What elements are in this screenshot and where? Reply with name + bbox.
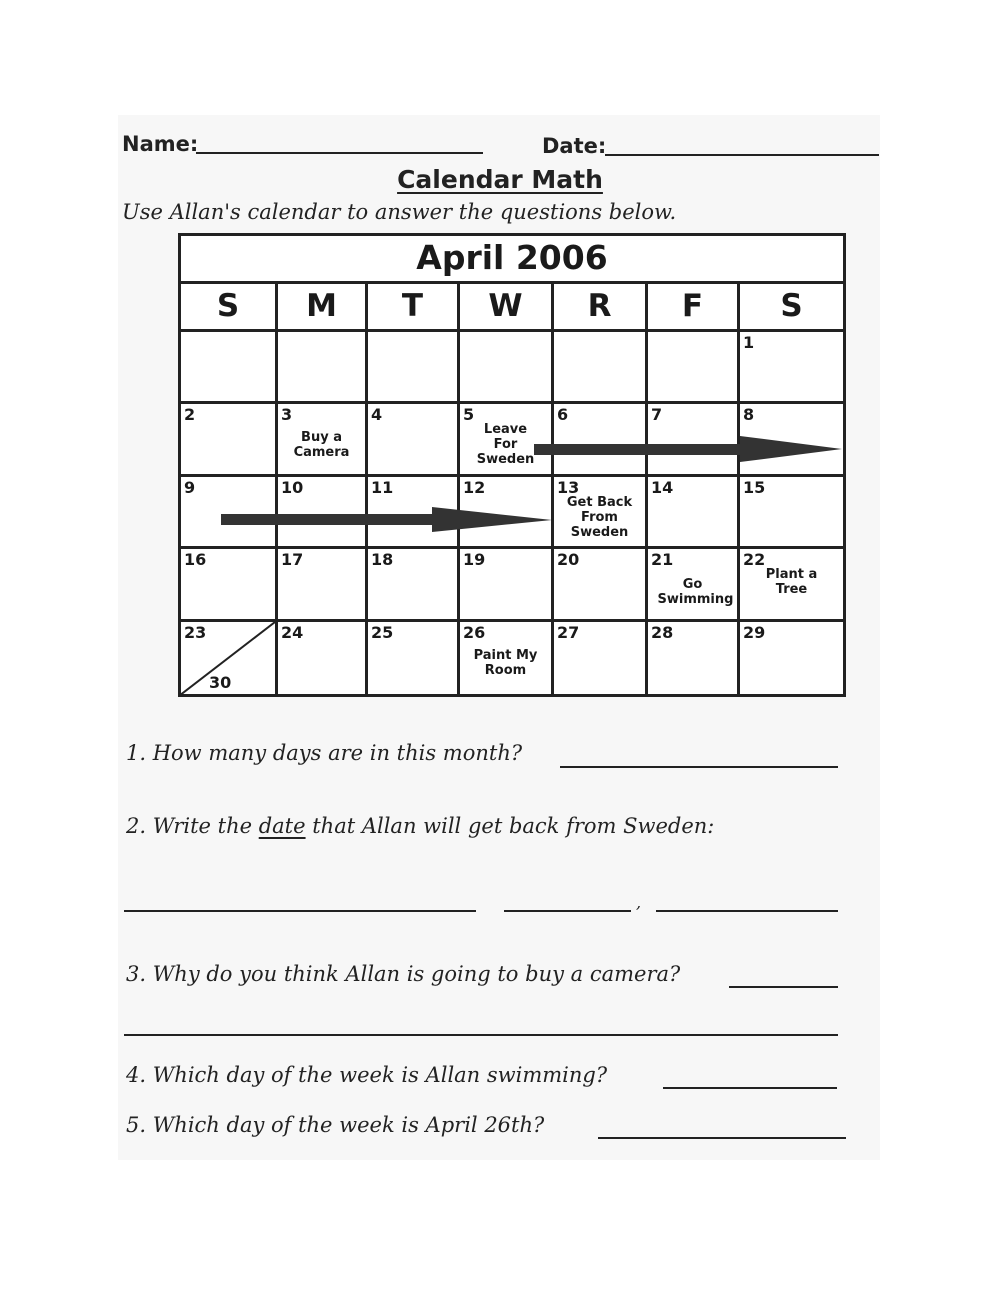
- calendar-day-empty: [181, 332, 278, 404]
- answer-1-line[interactable]: [560, 766, 838, 768]
- question-2: 2. Write the date that Allan will get back from Sweden:: [126, 814, 715, 838]
- dow-friday: F: [648, 284, 740, 329]
- calendar-day-23: [181, 622, 278, 694]
- dow-sunday: S: [181, 284, 278, 329]
- answer-2-year-line[interactable]: [656, 910, 838, 912]
- calendar-day-6: [554, 404, 648, 476]
- calendar-day-7: [648, 404, 740, 476]
- calendar-day-9: [181, 477, 278, 549]
- calendar-day-17: [278, 549, 368, 621]
- calendar-day-11: [368, 477, 460, 549]
- question-4: 4. Which day of the week is Allan swimming?: [126, 1063, 608, 1087]
- question-1: 1. How many days are in this month?: [126, 741, 523, 765]
- day-number: 28: [651, 622, 674, 642]
- calendar-event: Go Swimming: [657, 577, 734, 608]
- calendar-day-empty: [648, 332, 740, 404]
- day-number: 27: [557, 622, 580, 642]
- day-number: 20: [557, 550, 580, 570]
- day-number: 9: [184, 477, 196, 497]
- day-number: 18: [371, 550, 394, 570]
- calendar-day-empty: [368, 332, 460, 404]
- calendar-day-15: [740, 477, 843, 549]
- day-number: 29: [743, 622, 766, 642]
- day-number: 19: [463, 550, 486, 570]
- calendar-day-13: [554, 477, 648, 549]
- day-number: 2: [184, 405, 196, 425]
- calendar-event: Paint My Room: [473, 647, 538, 678]
- day-number: 16: [184, 550, 207, 570]
- calendar-day-16: [181, 549, 278, 621]
- calendar-day-29: [740, 622, 843, 694]
- day-number: 7: [651, 405, 663, 425]
- calendar-day-8: [740, 404, 843, 476]
- calendar-day-20: [554, 549, 648, 621]
- day-number: 21: [651, 550, 674, 570]
- calendar-day-28: [648, 622, 740, 694]
- day-number: 14: [651, 477, 674, 497]
- instructions: Use Allan's calendar to answer the questions below.: [122, 200, 677, 224]
- answer-5-line[interactable]: [598, 1137, 846, 1139]
- calendar-day-27: [554, 622, 648, 694]
- calendar-day-19: [460, 549, 554, 621]
- calendar-day-24: [278, 622, 368, 694]
- day-number: 8: [743, 405, 755, 425]
- day-number: 24: [281, 622, 304, 642]
- answer-2-day-line[interactable]: [504, 910, 631, 912]
- question-3: 3. Why do you think Allan is going to buy a camera?: [126, 962, 681, 986]
- calendar-event: Get Back From Sweden: [566, 494, 633, 540]
- answer-3-line-a[interactable]: [729, 986, 838, 988]
- day-number: 23: [184, 622, 207, 642]
- day-number: 22: [743, 550, 766, 570]
- calendar-day-25: [368, 622, 460, 694]
- day-number: 15: [743, 477, 766, 497]
- calendar-day-1: [740, 332, 843, 404]
- calendar-grid: [181, 332, 843, 694]
- calendar-day-14: [648, 477, 740, 549]
- day-number: 12: [463, 477, 486, 497]
- answer-3-line-b[interactable]: [124, 1034, 838, 1036]
- calendar-day-21: [648, 549, 740, 621]
- date-field[interactable]: [605, 154, 879, 156]
- day-number: 11: [371, 477, 394, 497]
- calendar-day-10: [278, 477, 368, 549]
- name-label: Name:: [122, 132, 199, 156]
- dow-thursday: R: [554, 284, 648, 329]
- comma: ,: [636, 893, 642, 912]
- calendar-day-empty: [554, 332, 648, 404]
- day-number: 26: [463, 622, 486, 642]
- day-number: 25: [371, 622, 394, 642]
- calendar-day-empty: [278, 332, 368, 404]
- calendar-day-3: [278, 404, 368, 476]
- dow-saturday: S: [780, 288, 803, 324]
- calendar-day-5: [460, 404, 554, 476]
- calendar: [178, 233, 846, 697]
- calendar-day-empty: [460, 332, 554, 404]
- day-of-week-header: [181, 284, 843, 332]
- dow-tuesday: T: [368, 284, 460, 329]
- date-label: Date:: [542, 134, 607, 158]
- calendar-event: Buy a Camera: [293, 430, 350, 461]
- day-number: 4: [371, 405, 383, 425]
- name-field[interactable]: [196, 152, 483, 154]
- calendar-day-18: [368, 549, 460, 621]
- day-number-30: 30: [209, 673, 232, 692]
- calendar-day-12: [460, 477, 554, 549]
- answer-4-line[interactable]: [663, 1087, 837, 1089]
- calendar-title: April 2006: [181, 236, 843, 284]
- dow-monday: M: [278, 284, 368, 329]
- calendar-event: Leave For Sweden: [476, 422, 535, 468]
- calendar-day-2: [181, 404, 278, 476]
- calendar-event: Plant a Tree: [765, 567, 818, 598]
- day-number: 6: [557, 405, 569, 425]
- question-5: 5. Which day of the week is April 26th?: [126, 1113, 545, 1137]
- day-number: 1: [743, 333, 755, 352]
- day-number: 17: [281, 550, 304, 570]
- day-number: 13: [557, 477, 580, 497]
- dow-wednesday: W: [460, 284, 554, 329]
- calendar-day-22: [740, 549, 843, 621]
- day-number: 10: [281, 477, 304, 497]
- answer-2-month-line[interactable]: [124, 910, 476, 912]
- calendar-day-4: [368, 404, 460, 476]
- calendar-day-26: [460, 622, 554, 694]
- day-number: 3: [281, 405, 293, 425]
- worksheet-title: Calendar Math: [397, 165, 603, 194]
- day-number: 5: [463, 405, 475, 425]
